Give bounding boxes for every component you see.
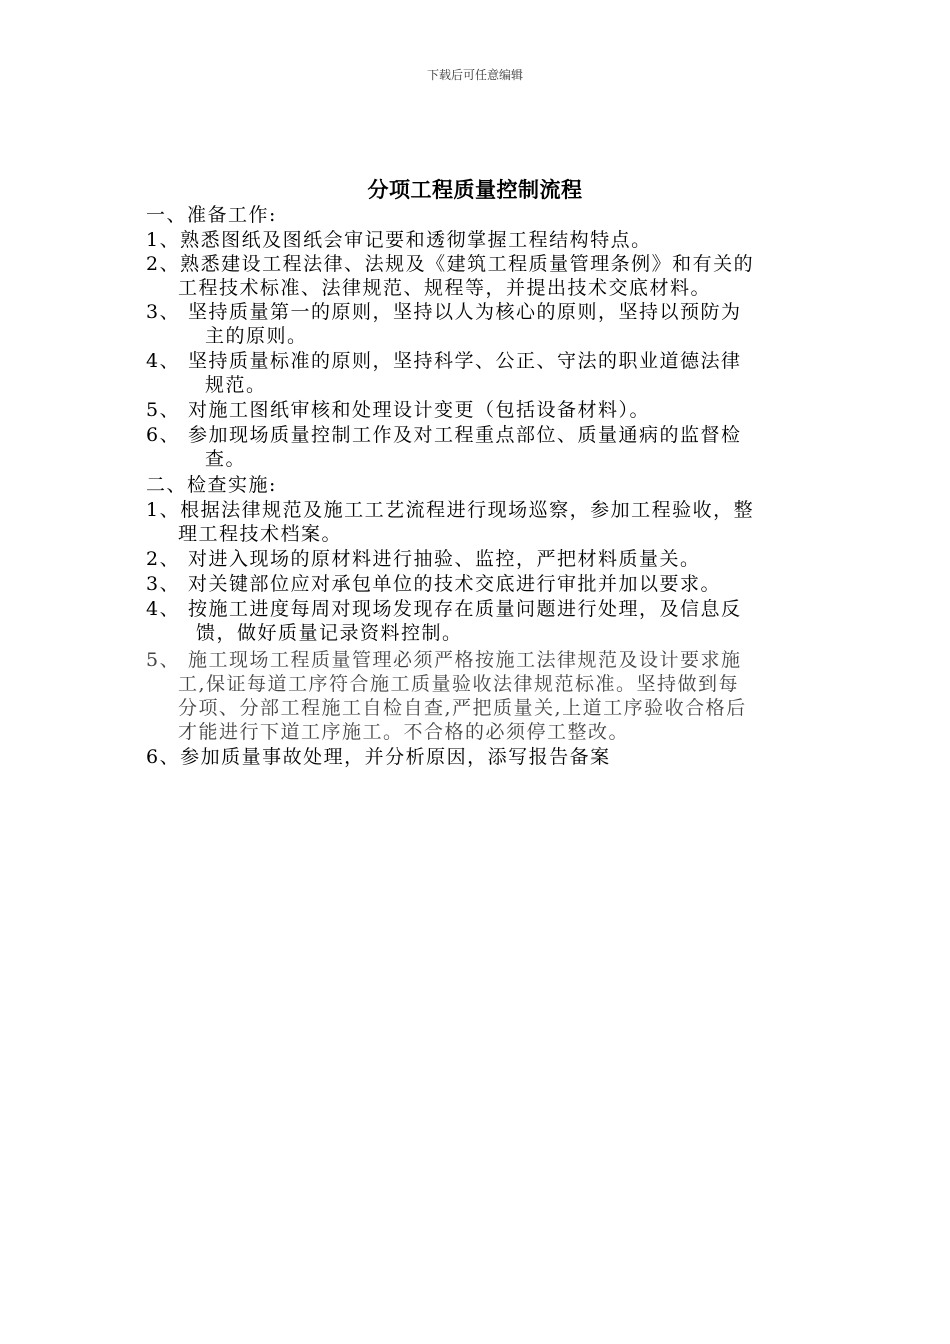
item-text: 参加质量事故处理，并分析原因，添写报告备案: [180, 746, 611, 768]
list-item: [146, 547, 701, 571]
list-item: [146, 597, 742, 621]
item-text: 按施工进度每周对现场发现存在质量问题进行处理，及信息反: [188, 598, 742, 620]
list-item: [146, 398, 650, 422]
item-number: 1、: [146, 229, 181, 251]
item-text-continuation: 规范。: [205, 374, 267, 396]
list-item: [146, 349, 742, 373]
list-item: [146, 498, 754, 522]
section-heading-prep: 一、准备工作:: [146, 204, 277, 226]
item-text: 熟悉建设工程法律、法规及《建筑工程质量管理条例》和有关的: [180, 253, 755, 275]
item-text-continuation: 才能进行下道工序施工。不合格的必须停工整改。: [178, 721, 630, 743]
list-item: [146, 745, 611, 769]
item-text: 坚持质量标准的原则，坚持科学、公正、守法的职业道德法律: [188, 350, 742, 372]
item-text-continuation: 查。: [205, 448, 247, 470]
item-text: 熟悉图纸及图纸会审记要和透彻掌握工程结构特点。: [180, 229, 652, 251]
item-number: 3、: [146, 301, 181, 323]
list-item: [146, 228, 652, 252]
item-number: 2、: [146, 253, 181, 275]
item-number: 4、: [146, 598, 181, 620]
item-text-continuation: 馈，做好质量记录资料控制。: [196, 622, 463, 644]
item-number: 5、: [146, 649, 181, 671]
list-item: [146, 252, 754, 276]
item-number: 1、: [146, 499, 181, 521]
list-item: [146, 648, 742, 672]
item-text-continuation: 理工程技术档案。: [178, 523, 343, 545]
item-text: 施工现场工程质量管理必须严格按施工法律规范及设计要求施: [188, 649, 742, 671]
item-text-continuation: 主的原则。: [205, 325, 308, 347]
item-number: 2、: [146, 548, 181, 570]
list-item: [146, 572, 721, 596]
list-item: [146, 300, 742, 324]
page-header: 下载后可任意编辑: [426, 68, 523, 82]
item-text: 坚持质量第一的原则，坚持以人为核心的原则，坚持以预防为: [188, 301, 742, 323]
item-text-continuation: 分项、分部工程施工自检自查,严把质量关,上道工序验收合格后: [178, 697, 747, 719]
item-text: 对关键部位应对承包单位的技术交底进行审批并加以要求。: [188, 573, 722, 595]
item-text: 对施工图纸审核和处理设计变更（包括设备材料）。: [188, 399, 651, 421]
document-title: 分项工程质量控制流程: [367, 178, 583, 202]
section-heading-inspection: 二、检查实施:: [146, 474, 277, 496]
item-number: 4、: [146, 350, 181, 372]
item-text-continuation: 工程技术标准、法律规范、规程等，并提出技术交底材料。: [178, 277, 712, 299]
item-number: 6、: [146, 746, 181, 768]
item-text: 对进入现场的原材料进行抽验、监控，严把材料质量关。: [188, 548, 701, 570]
item-number: 3、: [146, 573, 181, 595]
item-number: 5、: [146, 399, 181, 421]
list-item: [146, 423, 742, 447]
item-text-continuation: 工,保证每道工序符合施工质量验收法律规范标准。坚持做到每: [178, 673, 740, 695]
item-number: 6、: [146, 424, 181, 446]
item-text: 根据法律规范及施工工艺流程进行现场巡察，参加工程验收，整: [180, 499, 755, 521]
item-text: 参加现场质量控制工作及对工程重点部位、质量通病的监督检: [188, 424, 742, 446]
